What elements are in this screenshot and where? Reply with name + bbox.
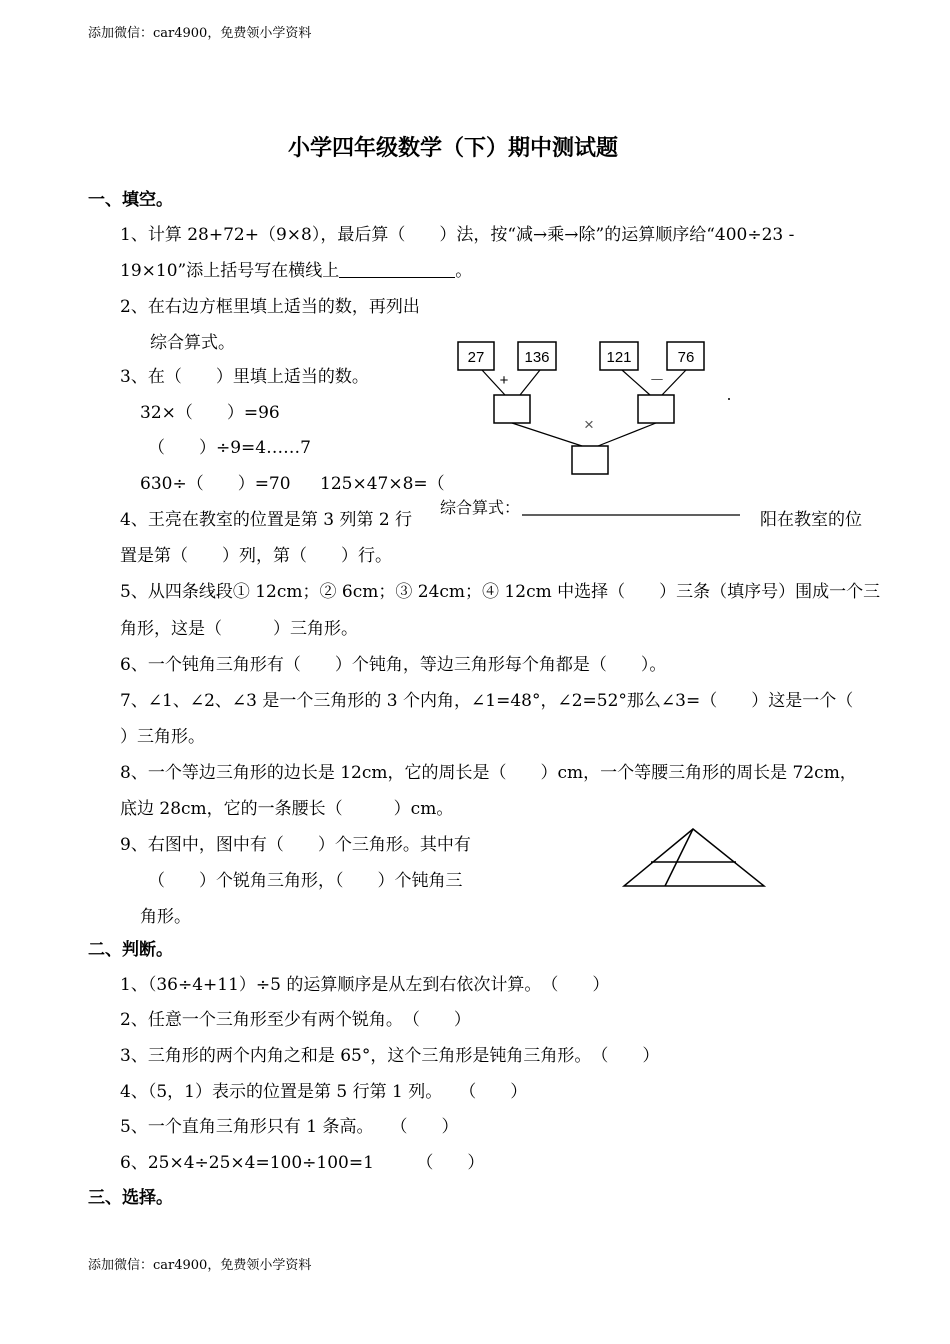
box-sum[interactable] [494, 395, 530, 423]
q9-line2: （ ）个锐角三角形，（ ）个钝角三 [148, 871, 463, 891]
minus-operator: － [649, 372, 665, 389]
box-b-value: 136 [524, 349, 550, 366]
section-fill-heading: 一、填空。 [88, 190, 173, 210]
q5-line2: 角形，这是（ ）三角形。 [120, 619, 358, 639]
box-difference[interactable] [638, 395, 674, 423]
q3-item-d: 125×47×8=（ [320, 474, 445, 494]
multiply-operator: × [584, 415, 594, 434]
judge-4: 4、（5，1）表示的位置是第 5 行第 1 列。 （ ） [120, 1082, 528, 1102]
inner-slant-line [665, 829, 693, 886]
q9-line3: 角形。 [140, 907, 191, 927]
page-title: 小学四年级数学（下）期中测试题 [288, 135, 619, 161]
edge-c-diff [622, 370, 650, 395]
box-c-value: 121 [606, 349, 632, 366]
edge-diff-product [598, 423, 656, 446]
judge-2: 2、任意一个三角形至少有两个锐角。 （ ） [120, 1010, 471, 1030]
edge-b-sum [520, 370, 540, 395]
box-product[interactable] [572, 446, 608, 474]
edge-d-diff [662, 370, 686, 395]
judge-5: 5、一个直角三角形只有 1 条高。 （ ） [120, 1117, 459, 1137]
q3-item-b: （ ）÷9=4……7 [148, 438, 311, 458]
judge-3: 3、三角形的两个内角之和是 65°，这个三角形是钝角三角形。 （ ） [120, 1046, 660, 1066]
q4-line2: 置是第（ ）列，第（ ）行。 [120, 546, 392, 566]
q1-line2-text: 19×10”添上括号写在横线上 [120, 261, 340, 281]
box-d-value: 76 [677, 349, 695, 366]
plus-operator: + [499, 372, 509, 389]
q7-line1: 7、∠1、∠2、∠3 是一个三角形的 3 个内角，∠1=48°，∠2=52°那么∠3=（ ）这是一个（ [120, 691, 854, 711]
q3-item-c: 630÷（ ）=70 [140, 474, 291, 494]
outer-triangle [624, 829, 764, 886]
q4-line1-end: 阳在教室的位 [760, 510, 862, 530]
q4-line1-start: 4、王亮在教室的位置是第 3 列第 2 行 [120, 510, 413, 530]
q6: 6、一个钝角三角形有（ ）个钝角，等边三角形每个角都是（ ）。 [120, 655, 667, 675]
section-judge-heading: 二、判断。 [88, 940, 173, 960]
q2-line1: 2、在右边方框里填上适当的数，再列出 [120, 297, 420, 317]
section-choice-heading: 三、选择。 [88, 1188, 173, 1208]
stray-dot [728, 398, 730, 400]
q2-line2: 综合算式。 [150, 333, 235, 353]
page-footer: 添加微信：car4900，免费领小学资料 [88, 1258, 312, 1273]
formula-label: 综合算式： [440, 500, 521, 517]
judge-1: 1、（36÷4+11）÷5 的运算顺序是从左到右依次计算。 （ ） [120, 975, 610, 995]
box-a-value: 27 [467, 349, 485, 366]
q5-line1: 5、从四条线段① 12cm；② 6cm；③ 24cm；④ 12cm 中选择（ ）三条（填序号）围成一个三 [120, 582, 881, 602]
q8-line1: 8、一个等边三角形的边长是 12cm，它的周长是（ ）cm，一个等腰三角形的周长是 72cm， [120, 763, 857, 783]
q7-line2: ）三角形。 [120, 727, 205, 747]
judge-6: 6、25×4÷25×4=100÷100=1 （ ） [120, 1153, 485, 1173]
q1-line2-end: 。 [455, 261, 473, 281]
q3-item-a: 32×（ ）=96 [140, 403, 280, 423]
q8-line2: 底边 28cm，它的一条腰长（ ）cm。 [120, 799, 454, 819]
q1-line1: 1、计算 28+72+（9×8），最后算（ ）法，按“减→乘→除”的运算顺序给“400÷23 - [120, 225, 795, 245]
edge-sum-product [512, 423, 582, 446]
triangle-figure [624, 829, 764, 886]
q3-line1: 3、在（ ）里填上适当的数。 [120, 367, 369, 387]
page-header: 添加微信：car4900，免费领小学资料 [88, 26, 312, 41]
q9-line1: 9、右图中，图中有（ ）个三角形。其中有 [120, 835, 471, 855]
